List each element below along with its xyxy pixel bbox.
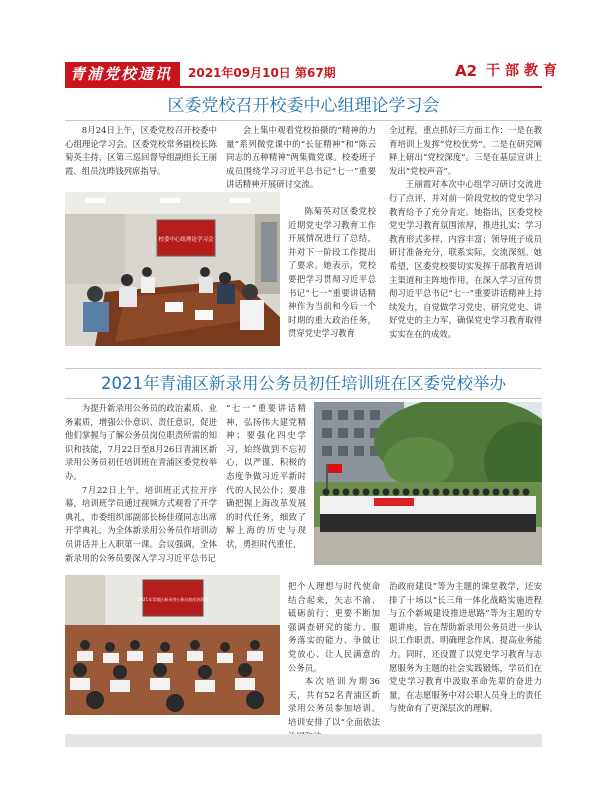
section-name: 干部教育 — [486, 63, 562, 79]
article1-headline: 区委党校召开校委中心组理论学习会 — [167, 96, 440, 116]
paragraph: 王丽霞对本次中心组学习研讨交流进行了点评，并对前一阶段党校的党史学习教育给予了充分肯定。她指出，区委党校党史学习教育氛围浓厚，推进扎实；学习教育形式多样，内容丰富；领导班子成员研讨准备充分，联系实际，交流深刻。她希望，区委党校要切实发挥干部教育培训主渠道和主阵地作用，在深入学习宣传贯彻习近平总书记“七一”重要讲话精神上持续发力，自觉做学习党史、研究党史、讲好党史的主力军，确保党史学习教育取得实实在在的成效。 — [389, 179, 542, 339]
screen-text: 2021年青浦区新录用公务员初任培训班 — [137, 597, 209, 602]
issue-date: 2021年09月10日 第67期 — [188, 66, 336, 80]
article2-col3 — [288, 580, 380, 743]
group-photo — [314, 402, 542, 565]
article2-col1 — [65, 402, 217, 565]
paragraph: “七一”重要讲话精神，弘扬伟大建党精神；要强化四史学习，始终做到不忘初心，以严谨、积极的态度争做习近平新时代的人民公仆；要准确把握上海改革发展的时代任务，细致了解上海的历史与现状，勇担时代重任， — [226, 403, 306, 549]
paragraph: 为提升新录用公务员的政治素质、业务素质，增强公仆意识、责任意识，促进他们掌握与了解公务员岗位职责所需的知识和技能，7月22日至8月26日青浦区新录用公务员初任培训班在青浦区委党校举办。 — [65, 403, 217, 481]
footer-bar — [65, 734, 542, 747]
article2-col4 — [389, 580, 542, 716]
paragraph: 陈菊英对区委党校近期党史学习教育工作开展情况进行了总结，并对下一阶段工作提出了要求。她表示，党校要把学习贯彻习近平总书记“七一”重要讲话精神作为当前和今后一个时期的重大政治任务，贯穿党史学习教育 — [288, 206, 376, 339]
article2-rule-top — [65, 368, 542, 369]
masthead-title: 青浦党校通讯 — [70, 65, 173, 83]
meeting-photo-illustration — [65, 192, 280, 346]
paragraph: 本次培训为期36天，共有52名青浦区新录用公务员参加培训。培训安排了以“全面依法 — [288, 676, 380, 727]
classroom-photo — [65, 575, 280, 715]
group-photo-illustration — [314, 402, 542, 565]
paragraph: 8月24日上午，区委党校召开校委中心组理论学习会。区委党校常务副校长陈菊英主持，区第三巡回督导组副组长王丽霞、组员沈晔钱列席指导。 — [65, 125, 217, 176]
meeting-photo — [65, 192, 280, 346]
screen-text: 校委中心组理论学习会 — [158, 237, 214, 243]
paragraph: 全过程，重点抓好三方面工作：一是在教育培训上发挥“党校优势”。二是在研究阐释上研出“党校深度”。三是在基层宣讲上发出“党校声音”。 — [389, 125, 542, 176]
article1-col2b — [288, 205, 376, 341]
paragraph: 7月22日上午，培训班正式拉开序幕，培训班学员通过视频方式观看了开学典礼，市委组织部副部长杨佳瑾同志出席开学典礼，为全体新录用公务员作培训动员讲话并上入职第一课。会议强调，全体新录用的公务员要深入学习习近平总书记 — [65, 484, 217, 563]
article1-rule — [65, 120, 542, 121]
article2-headline: 2021年青浦区新录用公务员初任培训班在区委党校举办 — [101, 374, 506, 393]
article2-rule — [65, 398, 542, 399]
article1-col1 — [65, 124, 217, 178]
article1-col3 — [389, 124, 542, 342]
article1-col2a — [226, 124, 376, 192]
masthead-rule — [65, 86, 542, 88]
classroom-photo-illustration — [65, 575, 280, 715]
paragraph: 治政府建设”等为主题的课堂教学，还安排了十场以“长三角一体化战略实施进程与五个新城建设推进思路”等为主题的专题讲座，旨在帮助新录用公务员进一步认识工作职责、明确理念作风、提高业务能力。同时，还设置了以党史学习教育与志愿服务为主题的社会实践锻炼，学员们在党史学习教育中汲取革命先辈的奋进力量，在志愿服务中对公职人员身上的责任与使命有了更深层次的理解。 — [389, 581, 542, 714]
paragraph: 会上集中观看党校拍摄的“精神的力量”系列微党课中的“长征精神”和“陈云同志的五种精神”两集微党课。校委班子成员围绕学习习近平总书记“七一”重要讲话精神开展研讨交流。 — [226, 125, 376, 190]
article2-col2 — [226, 402, 306, 552]
page-number: A2 — [455, 62, 478, 80]
paragraph: 把个人理想与时代使命结合起来，矢志不渝、砥砺前行；更要不断加强调查研究的能力、服务落实的能力、争做让党放心、让人民满意的公务员。 — [288, 581, 380, 673]
